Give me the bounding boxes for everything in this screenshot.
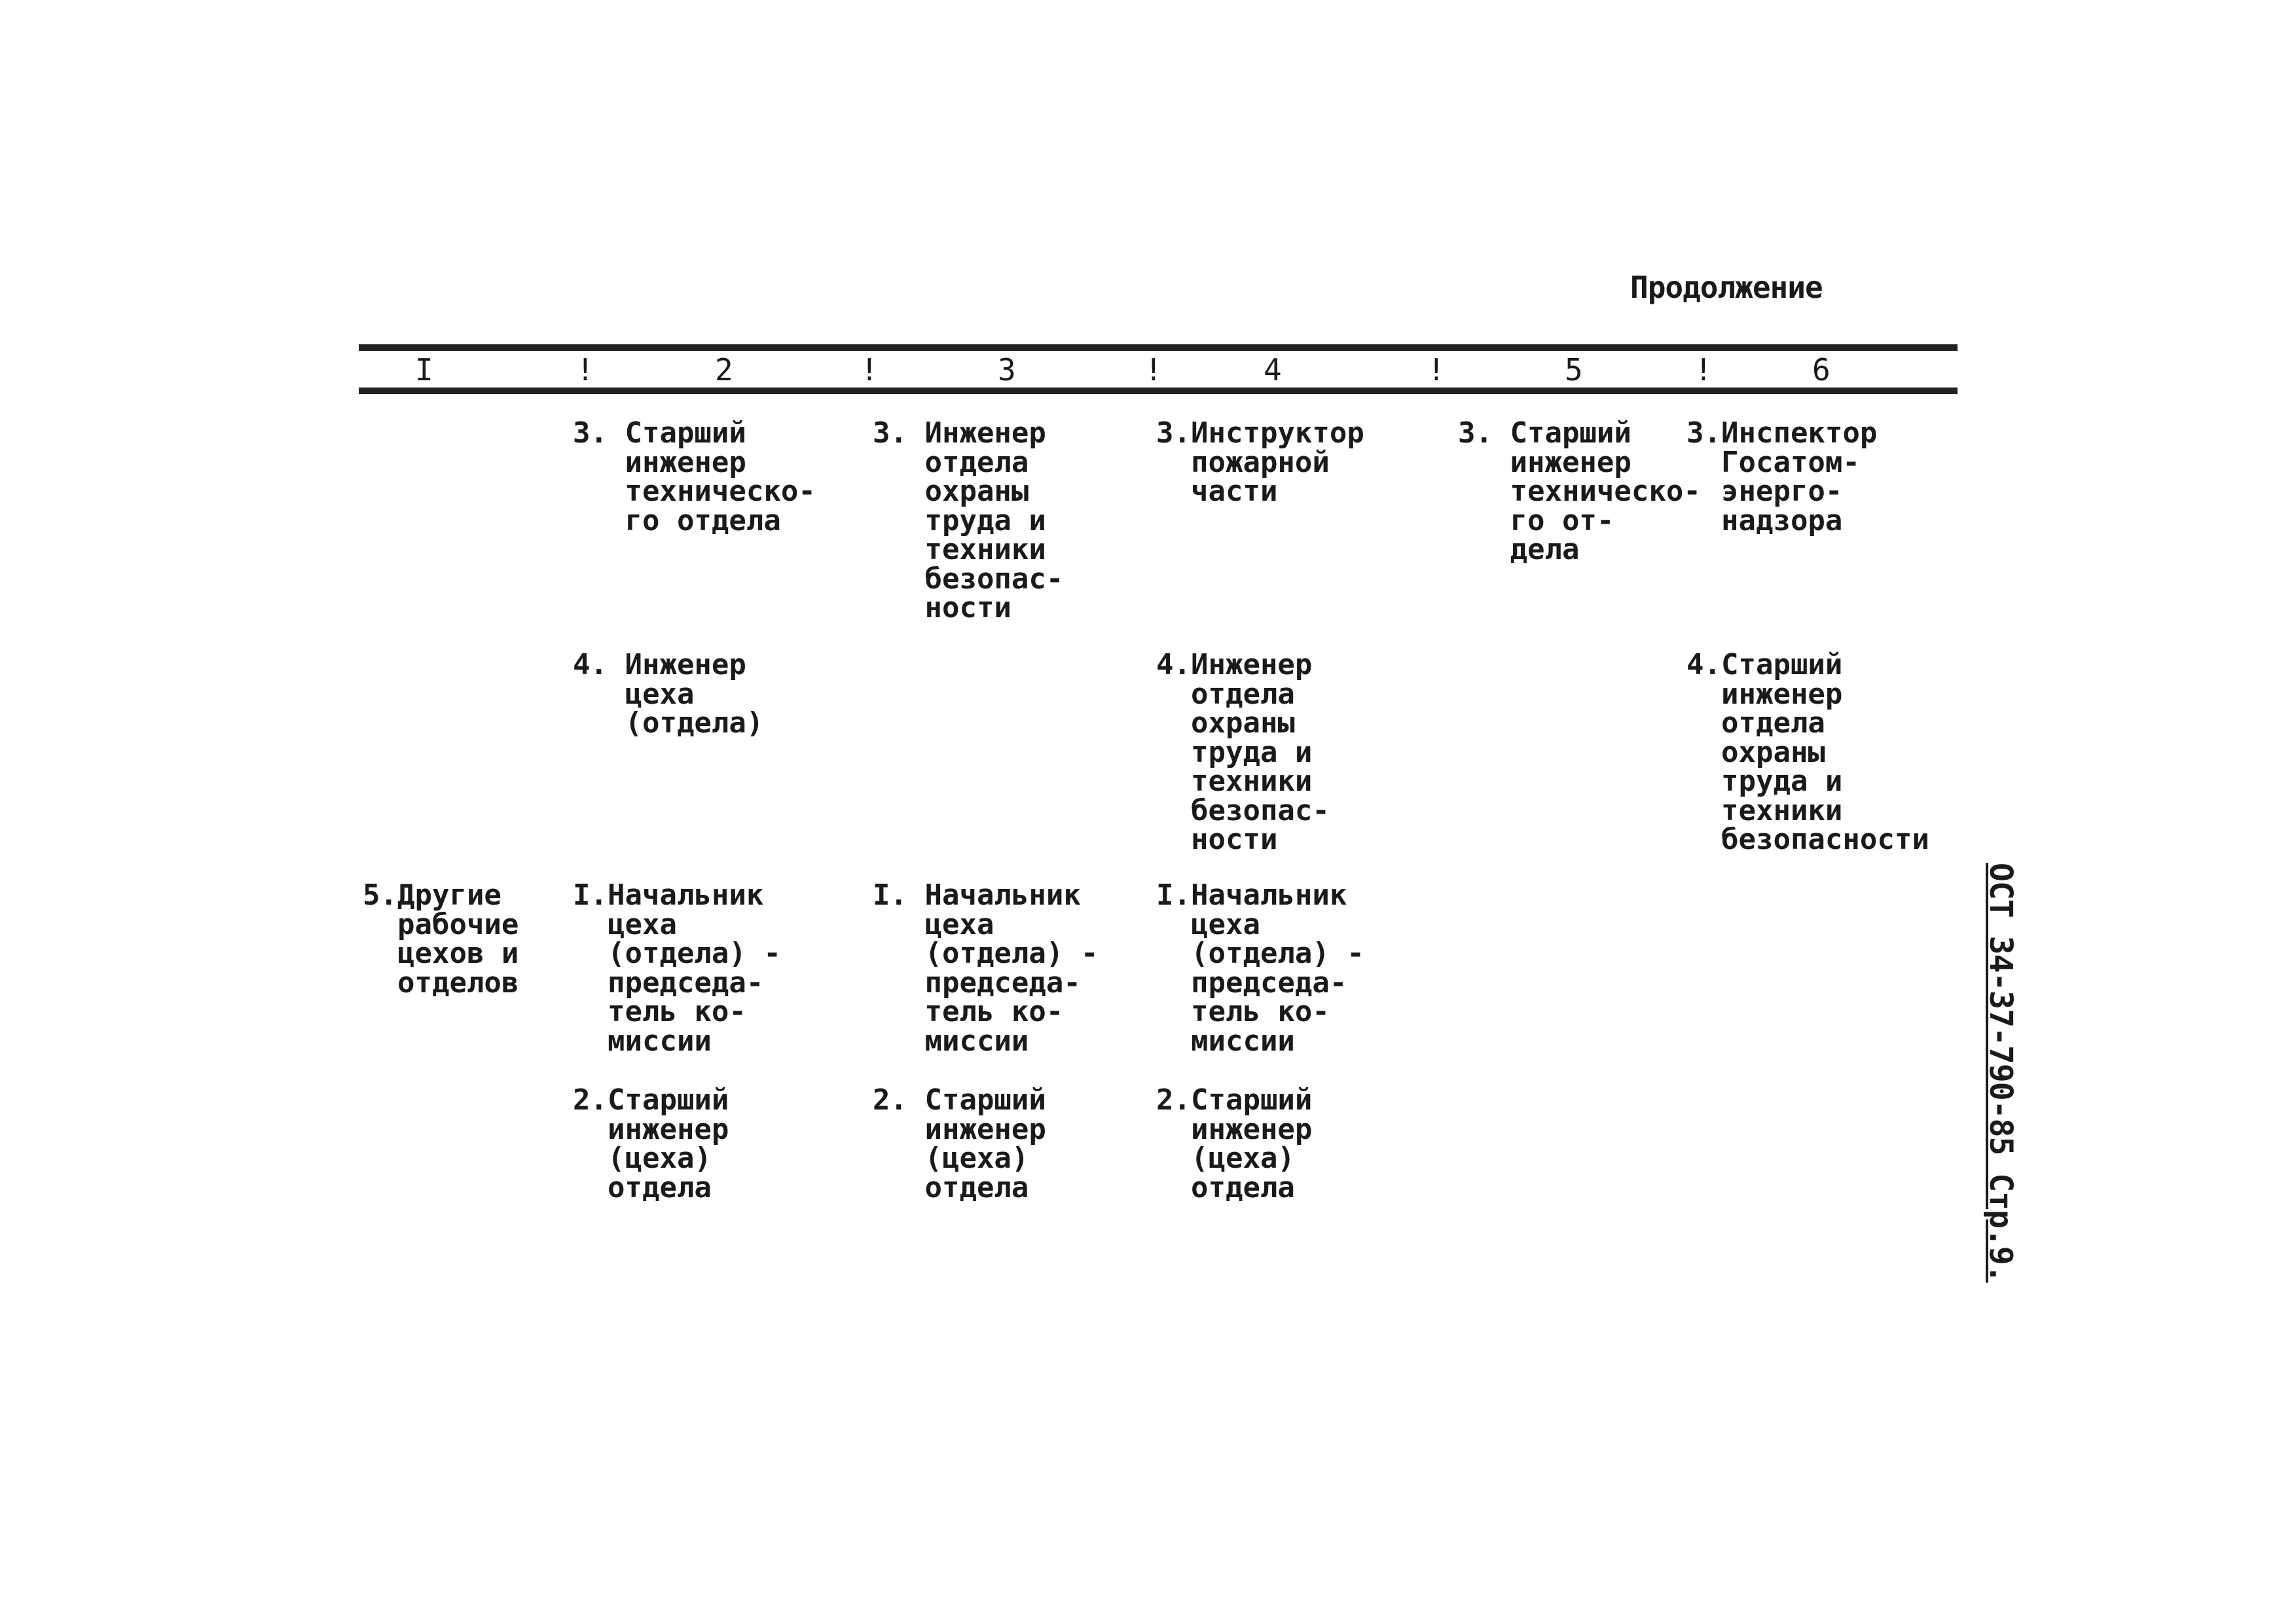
cell-line: техническо- <box>573 475 816 508</box>
cell-line: ности <box>1156 823 1278 856</box>
cell-line: техники <box>1686 793 1843 827</box>
cell-line: (цеха) <box>873 1142 1029 1175</box>
cell-line: цеха <box>573 907 677 941</box>
cell-line: охраны <box>1156 706 1295 740</box>
table-cell <box>1156 878 1364 1058</box>
cell-line: 3.Инструктор <box>1156 416 1364 450</box>
table-cell <box>873 878 1099 1058</box>
cell-line: миссии <box>873 1024 1029 1058</box>
cell-line: I.Начальник <box>1156 878 1347 912</box>
cell-line: ности <box>873 591 1011 624</box>
column-header-2: 2 <box>715 352 733 388</box>
table-cell <box>1686 648 1929 856</box>
cell-line: 2. Старший <box>873 1083 1046 1117</box>
column-separator: ! <box>1144 352 1163 388</box>
cell-line: 2.Старший <box>573 1083 729 1117</box>
table-cell <box>1156 1083 1313 1204</box>
cell-line: (отдела) <box>573 706 764 740</box>
cell-line: надзора <box>1686 503 1843 537</box>
cell-line: цеха <box>573 677 695 711</box>
table-cell <box>1458 416 1701 566</box>
cell-line: (цеха) <box>573 1142 712 1175</box>
cell-line: тель ко- <box>1156 995 1330 1028</box>
cell-line: инженер <box>573 1112 729 1146</box>
header-top-rule <box>359 344 1958 351</box>
cell-line: безопас- <box>1156 793 1330 827</box>
cell-line: 3.Инспектор <box>1686 416 1878 450</box>
cell-line: Госатом- <box>1686 445 1860 479</box>
cell-line: рабочие <box>363 907 519 941</box>
cell-line: 4.Инженер <box>1156 648 1313 681</box>
cell-line: цехов и <box>363 937 519 970</box>
column-header-5: 5 <box>1565 352 1583 388</box>
cell-line: труда и <box>1686 765 1843 798</box>
cell-line: 3. Инженер <box>873 416 1046 450</box>
cell-line: (отдела) - <box>1156 937 1364 970</box>
cell-line: цеха <box>873 907 994 941</box>
cell-line: 3. Старший <box>573 416 746 450</box>
cell-line: цеха <box>1156 907 1260 941</box>
cell-line: инженер <box>873 1112 1046 1146</box>
table-cell <box>573 1083 729 1204</box>
cell-line: 3. Старший <box>1458 416 1631 450</box>
table-cell <box>873 1083 1046 1204</box>
cell-line: отделов <box>363 965 519 1000</box>
column-header-4: 4 <box>1264 352 1282 388</box>
cell-line: 5.Другие <box>363 878 501 912</box>
cell-line: миссии <box>573 1024 712 1058</box>
cell-line: части <box>1156 475 1278 508</box>
header-bottom-rule <box>359 388 1958 394</box>
cell-line: безопасности <box>1686 823 1929 856</box>
cell-line: охраны <box>1686 735 1825 769</box>
cell-line: труда и <box>1156 735 1313 769</box>
cell-line: тель ко- <box>873 995 1064 1028</box>
cell-line: (цеха) <box>1156 1142 1295 1175</box>
cell-line: техники <box>873 533 1046 566</box>
cell-line: труда и <box>873 503 1046 537</box>
cell-line: миссии <box>1156 1024 1295 1058</box>
column-header-3: 3 <box>998 352 1016 388</box>
column-header-1: I <box>415 352 433 388</box>
cell-line: отдела <box>1156 1170 1295 1204</box>
cell-line: энерго- <box>1686 475 1843 508</box>
cell-line: I. Начальник <box>873 878 1081 912</box>
cell-line: I.Начальник <box>573 878 764 912</box>
table-cell <box>573 878 781 1058</box>
cell-line: председа- <box>573 965 764 1000</box>
table-cell <box>573 416 816 537</box>
cell-line: дела <box>1458 533 1580 566</box>
side-label <box>1980 863 2019 1321</box>
column-separator: ! <box>576 352 594 388</box>
table-cell <box>1156 416 1364 508</box>
cell-line: го от- <box>1458 503 1614 537</box>
cell-line: отдела <box>573 1170 712 1204</box>
table-cell <box>873 416 1064 624</box>
table-cell <box>1156 648 1330 856</box>
cell-line: 2.Старший <box>1156 1083 1313 1117</box>
cell-line: техники <box>1156 765 1313 798</box>
table-cell <box>1686 416 1878 537</box>
cell-line: отдела <box>873 445 1029 479</box>
cell-line: 4.Старший <box>1686 648 1843 681</box>
table-cell <box>363 878 519 1000</box>
cell-line: инженер <box>573 445 746 479</box>
column-separator: ! <box>860 352 879 388</box>
cell-line: председа- <box>1156 965 1347 1000</box>
continuation-heading: Продолжение <box>1630 270 1823 305</box>
column-separator: ! <box>1694 352 1713 388</box>
column-header-6: 6 <box>1812 352 1831 388</box>
cell-line: (отдела) - <box>873 937 1099 970</box>
cell-line: охраны <box>873 475 1029 508</box>
cell-line: 4. Инженер <box>573 648 746 681</box>
cell-line: отдела <box>1686 706 1825 740</box>
cell-line: председа- <box>873 965 1081 1000</box>
cell-line: техническо- <box>1458 475 1701 508</box>
cell-line: инженер <box>1686 677 1843 711</box>
cell-line: безопас- <box>873 562 1064 596</box>
cell-line: (отдела) - <box>573 937 781 970</box>
cell-line: отдела <box>1156 677 1295 711</box>
cell-line: инженер <box>1156 1112 1313 1146</box>
cell-line: отдела <box>873 1170 1029 1204</box>
column-separator: ! <box>1427 352 1446 388</box>
cell-line: пожарной <box>1156 445 1330 479</box>
document-code-page: ОСТ 34-37-790-85 Стр.9. <box>1982 863 2019 1283</box>
cell-line: тель ко- <box>573 995 746 1028</box>
cell-line: го отдела <box>573 503 781 537</box>
cell-line: инженер <box>1458 445 1631 479</box>
table-cell <box>573 648 764 740</box>
